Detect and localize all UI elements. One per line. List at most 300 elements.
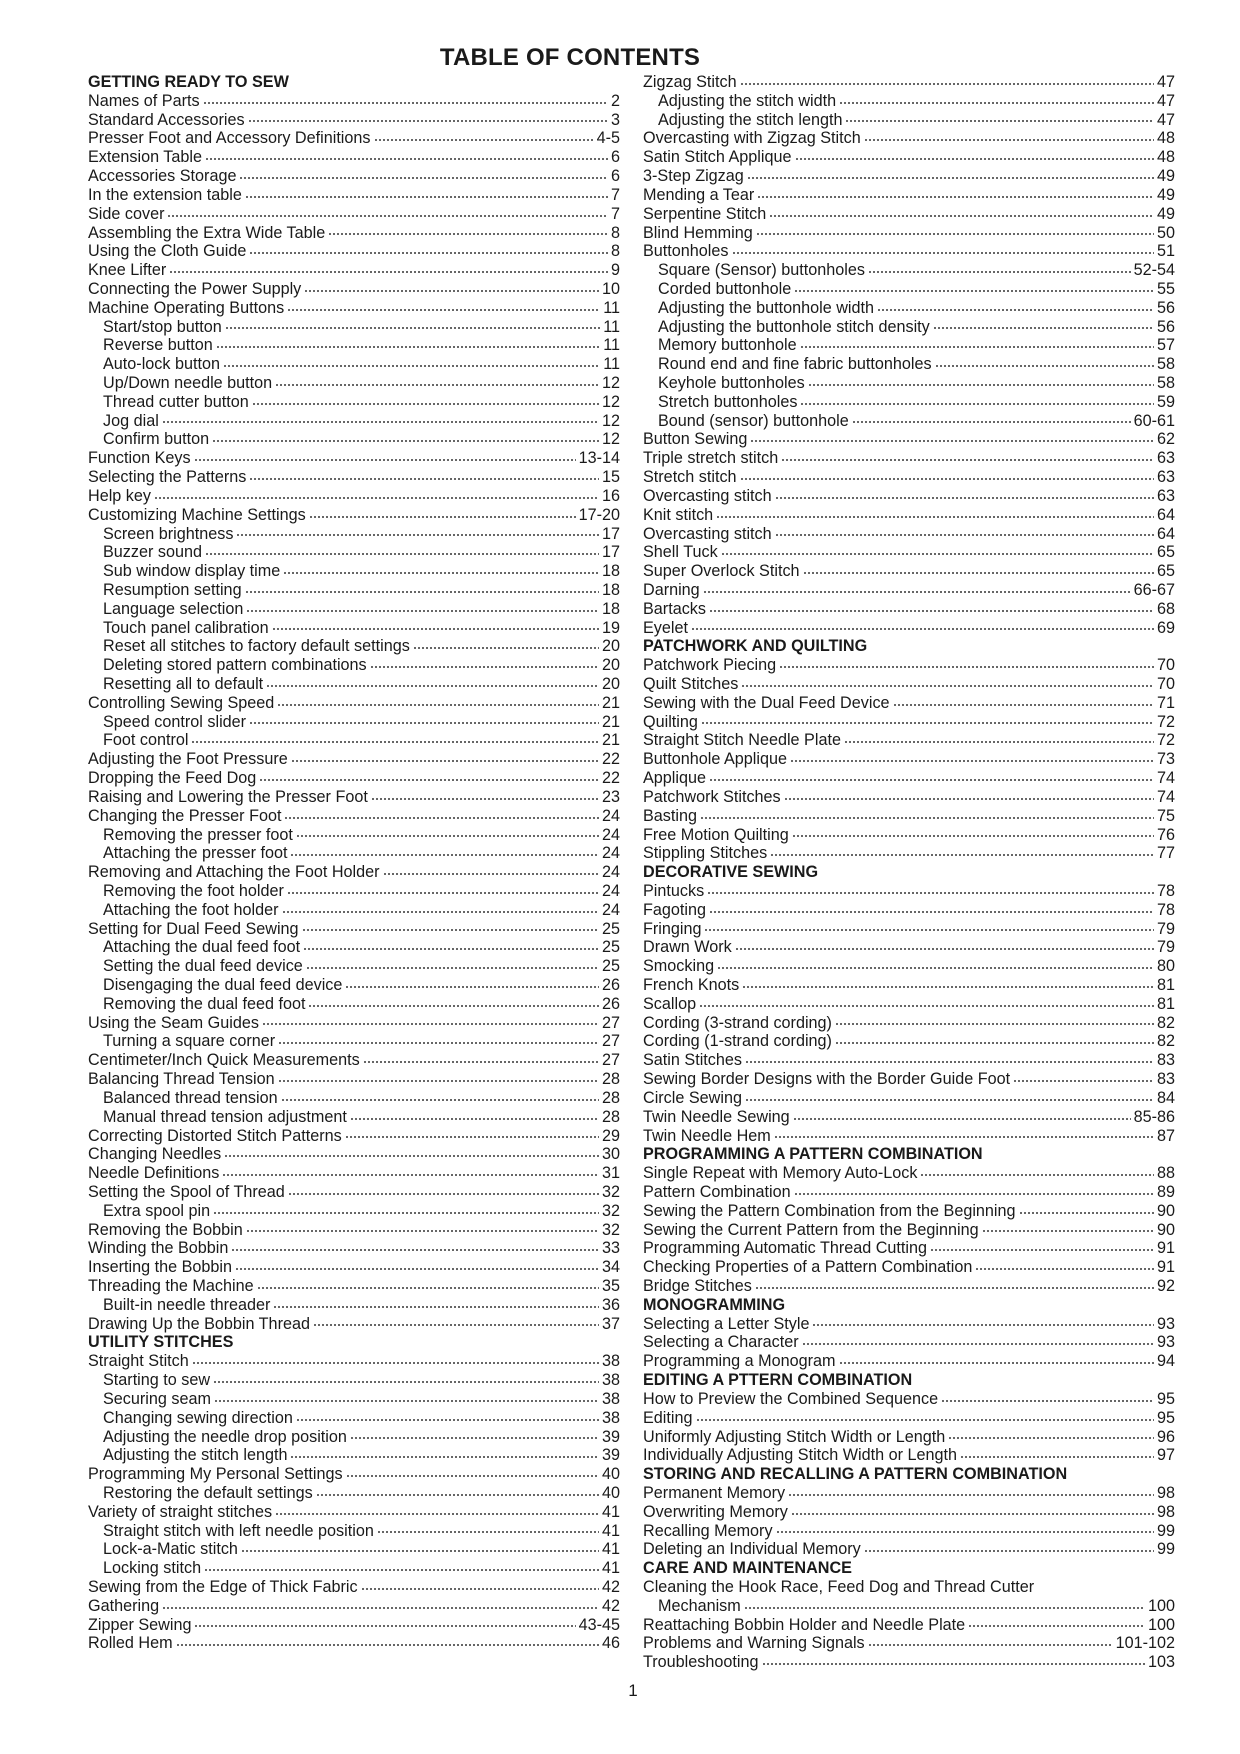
dot-leader	[241, 1548, 599, 1554]
entry-label: Mending a Tear	[643, 185, 755, 204]
dot-leader	[296, 1417, 599, 1423]
dot-leader	[262, 1021, 599, 1027]
entry-label: Scallop	[643, 994, 697, 1013]
entry-page-number: 52-54	[1133, 261, 1175, 280]
entry-label: Editing	[643, 1408, 693, 1427]
entry-page-number: 43-45	[578, 1615, 620, 1634]
entry-page-number: 8	[610, 223, 620, 242]
entry-page-number: 27	[601, 1032, 620, 1051]
entry-label: Adjusting the buttonhole stitch density	[658, 317, 930, 336]
entry-label: Resetting all to default	[103, 675, 264, 693]
entry-page-number: 87	[1156, 1126, 1175, 1145]
entry-page-number: 2	[610, 91, 620, 110]
dot-leader	[345, 984, 599, 990]
dot-leader	[413, 645, 599, 651]
entry-label: Setting for Dual Feed Sewing	[88, 919, 299, 938]
entry-label: Changing Needles	[88, 1145, 222, 1164]
section-heading-label: MONOGRAMMING	[643, 1295, 786, 1314]
entry-page-number: 49	[1156, 204, 1175, 223]
entry-label: Zigzag Stitch	[643, 73, 737, 91]
dot-leader	[236, 532, 599, 538]
toc-entry	[643, 1108, 1175, 1127]
toc-entry	[88, 600, 620, 619]
entry-label: Starting to sew	[103, 1371, 211, 1390]
toc-entry	[643, 1202, 1175, 1221]
entry-page-number: 50	[1156, 223, 1175, 242]
entry-page-number: 25	[601, 938, 620, 957]
entry-page-number: 11	[603, 317, 620, 336]
entry-page-number: 65	[1156, 543, 1175, 562]
dot-leader	[839, 100, 1154, 106]
dot-leader	[162, 419, 599, 425]
entry-label: Shell Tuck	[643, 543, 718, 562]
dot-leader	[246, 608, 599, 614]
dot-leader	[790, 758, 1154, 764]
entry-label: Cleaning the Hook Race, Feed Dog and Thread Cutter	[643, 1578, 1035, 1596]
entry-label: Twin Needle Sewing	[643, 1107, 790, 1126]
dot-leader	[277, 702, 599, 708]
dot-leader	[212, 438, 599, 444]
toc-entry	[643, 1221, 1175, 1240]
entry-label: Straight Stitch Needle Plate	[643, 731, 841, 750]
dot-leader	[803, 570, 1154, 576]
dot-leader	[968, 1623, 1145, 1629]
entry-label: Balanced thread tension	[103, 1088, 278, 1107]
entry-page-number: 96	[1156, 1427, 1175, 1446]
entry-label: Reattaching Bobbin Holder and Needle Plate	[643, 1615, 966, 1634]
entry-label: Removing the Bobbin	[88, 1220, 243, 1239]
entry-label: Raising and Lowering the Presser Foot	[88, 787, 368, 806]
entry-page-number: 49	[1156, 185, 1175, 204]
entry-label: Lock-a-Matic stitch	[103, 1540, 238, 1559]
entry-page-number: 10	[601, 279, 620, 298]
entry-page-number: 83	[1156, 1070, 1175, 1089]
entry-page-number: 31	[601, 1164, 620, 1183]
entry-page-number: 49	[1156, 167, 1175, 186]
entry-page-number: 71	[1156, 693, 1175, 712]
toc-entry	[88, 412, 620, 431]
entry-label: Memory buttonhole	[658, 336, 797, 355]
dot-leader	[309, 514, 576, 520]
toc-entry	[643, 167, 1175, 186]
entry-page-number: 91	[1156, 1258, 1175, 1277]
toc-entry	[643, 1014, 1175, 1033]
dot-leader	[249, 476, 599, 482]
dot-leader	[982, 1228, 1154, 1234]
entry-label: Attaching the dual feed foot	[103, 938, 301, 957]
toc-entry	[643, 1315, 1175, 1334]
entry-page-number: 25	[601, 957, 620, 976]
dot-leader	[303, 946, 599, 952]
dot-leader	[696, 1417, 1154, 1423]
dot-leader	[328, 231, 608, 237]
dot-leader	[691, 626, 1154, 632]
dot-leader	[802, 1341, 1154, 1347]
entry-page-number: 8	[610, 242, 620, 261]
entry-page-number: 20	[601, 637, 620, 656]
entry-label: Confirm button	[103, 430, 210, 449]
dot-leader	[275, 1511, 599, 1517]
toc-entry	[88, 769, 620, 788]
dot-leader	[249, 250, 608, 256]
entry-page-number: 40	[601, 1465, 620, 1484]
toc-entry	[88, 581, 620, 600]
dot-leader	[308, 1003, 599, 1009]
dot-leader	[756, 231, 1154, 237]
entry-page-number: 99	[1156, 1521, 1175, 1540]
entry-page-number: 41	[601, 1559, 620, 1578]
entry-page-number: 78	[1156, 881, 1175, 900]
dot-leader	[223, 363, 600, 369]
toc-entry	[88, 863, 620, 882]
dot-leader	[775, 532, 1154, 538]
dot-leader	[377, 1529, 599, 1535]
entry-label: Buttonhole Applique	[643, 750, 788, 769]
dot-leader	[162, 1605, 599, 1611]
toc-entry	[88, 487, 620, 506]
dot-leader	[363, 1059, 599, 1065]
entry-page-number: 12	[601, 411, 620, 430]
dot-leader	[750, 438, 1154, 444]
dot-leader	[222, 1172, 599, 1178]
toc-entry	[643, 506, 1175, 525]
toc-entry	[88, 1484, 620, 1503]
toc-entry	[643, 111, 1175, 130]
entry-label: Assembling the Extra Wide Table	[88, 223, 326, 242]
toc-entry	[88, 1559, 620, 1578]
entry-label: Start/stop button	[103, 317, 222, 336]
toc-entry	[643, 186, 1175, 205]
dot-leader	[224, 1153, 599, 1159]
dot-leader	[700, 815, 1154, 821]
page-number: 1	[628, 1681, 638, 1700]
entry-label: Basting	[643, 806, 697, 825]
dot-leader	[272, 626, 599, 632]
toc-entry	[88, 355, 620, 374]
entry-label: Circle Sewing	[643, 1088, 742, 1107]
toc-entry	[643, 1333, 1175, 1352]
entry-page-number: 26	[601, 976, 620, 994]
toc-section-heading	[88, 1333, 620, 1352]
dot-leader	[701, 720, 1154, 726]
entry-page-number: 81	[1156, 976, 1175, 994]
dot-leader	[278, 1078, 599, 1084]
dot-leader	[709, 777, 1154, 783]
entry-label: Changing sewing direction	[103, 1408, 293, 1427]
dot-leader	[374, 137, 594, 143]
toc-entry	[643, 1277, 1175, 1296]
toc-entry	[88, 1465, 620, 1484]
entry-page-number: 36	[601, 1295, 620, 1314]
entry-page-number: 21	[601, 712, 620, 731]
entry-page-number: 62	[1156, 430, 1175, 449]
entry-label: Screen brightness	[103, 524, 234, 543]
entry-page-number: 16	[601, 486, 620, 505]
toc-entry	[88, 280, 620, 299]
entry-page-number: 19	[601, 618, 620, 637]
entry-page-number: 38	[601, 1352, 620, 1371]
entry-page-number: 74	[1156, 787, 1175, 806]
dot-leader	[755, 1285, 1154, 1291]
toc-entry	[88, 393, 620, 412]
toc-entry	[88, 1409, 620, 1428]
entry-page-number: 48	[1156, 148, 1175, 167]
entry-page-number: 6	[610, 167, 620, 186]
section-heading-label: UTILITY STITCHES	[88, 1333, 234, 1352]
toc-entry	[88, 1371, 620, 1390]
dot-leader	[283, 570, 599, 576]
dot-leader	[169, 269, 608, 275]
toc-entry	[88, 1032, 620, 1051]
toc-entry	[643, 449, 1175, 468]
entry-page-number: 55	[1156, 279, 1175, 298]
dot-leader	[933, 325, 1154, 331]
dot-leader	[214, 1398, 599, 1404]
toc-entry	[643, 619, 1175, 638]
dot-leader	[920, 1172, 1154, 1178]
entry-page-number: 76	[1156, 825, 1175, 844]
entry-page-number: 80	[1156, 957, 1175, 976]
toc-section-heading	[643, 637, 1175, 656]
dot-leader	[1013, 1078, 1154, 1084]
toc-section-heading	[643, 1145, 1175, 1164]
toc-entry	[643, 336, 1175, 355]
toc-entry	[643, 280, 1175, 299]
toc-entry	[643, 901, 1175, 920]
entry-page-number: 27	[601, 1051, 620, 1070]
entry-page-number: 63	[1156, 449, 1175, 468]
dot-leader	[877, 307, 1154, 313]
toc-entry	[88, 826, 620, 845]
entry-page-number: 7	[610, 204, 620, 223]
entry-page-number: 4-5	[596, 129, 620, 148]
toc-left-column	[88, 73, 620, 1653]
toc-entry	[643, 675, 1175, 694]
toc-entry	[643, 750, 1175, 769]
toc-entry	[643, 957, 1175, 976]
entry-label: Sewing from the Edge of Thick Fabric	[88, 1578, 358, 1596]
dot-leader	[273, 1304, 599, 1310]
entry-label: Programming My Personal Settings	[88, 1465, 343, 1484]
entry-page-number: 90	[1156, 1201, 1175, 1220]
entry-page-number: 82	[1156, 1013, 1175, 1032]
entry-page-number: 22	[601, 769, 620, 788]
entry-page-number: 70	[1156, 656, 1175, 675]
entry-page-number: 13-14	[578, 449, 620, 468]
entry-page-number: 58	[1156, 355, 1175, 374]
toc-entry	[88, 506, 620, 525]
entry-label: Square (Sensor) buttonholes	[658, 261, 865, 280]
entry-label: Sewing with the Dual Feed Device	[643, 693, 890, 712]
dot-leader	[868, 1642, 1113, 1648]
entry-page-number: 11	[603, 298, 620, 317]
toc-entry	[88, 1108, 620, 1127]
entry-page-number: 58	[1156, 374, 1175, 392]
entry-label: Correcting Distorted Stitch Patterns	[88, 1126, 342, 1145]
dot-leader	[290, 1454, 599, 1460]
dot-leader	[779, 664, 1154, 670]
entry-label: Names of Parts	[88, 91, 200, 110]
dot-leader	[205, 156, 608, 162]
entry-label: Needle Definitions	[88, 1164, 220, 1183]
entry-label: Programming a Monogram	[643, 1352, 836, 1371]
entry-page-number: 66-67	[1133, 580, 1175, 599]
toc-entry	[643, 826, 1175, 845]
entry-page-number: 39	[601, 1427, 620, 1446]
toc-entry	[643, 1127, 1175, 1146]
dot-leader	[1019, 1210, 1154, 1216]
toc-entry	[88, 656, 620, 675]
entry-label: Speed control slider	[103, 712, 247, 731]
entry-page-number: 63	[1156, 468, 1175, 487]
entry-label: Fringing	[643, 919, 702, 938]
toc-entry	[88, 731, 620, 750]
toc-section-heading	[643, 1465, 1175, 1484]
entry-label: Built-in needle threader	[103, 1295, 271, 1314]
entry-page-number: 93	[1156, 1333, 1175, 1352]
entry-label: Using the Seam Guides	[88, 1013, 259, 1032]
entry-label: Winding the Bobbin	[88, 1239, 229, 1258]
entry-page-number: 34	[601, 1258, 620, 1277]
dot-leader	[732, 250, 1154, 256]
entry-label: Selecting a Letter Style	[643, 1314, 810, 1333]
dot-leader	[762, 1661, 1145, 1667]
dot-leader	[930, 1247, 1154, 1253]
toc-entry	[88, 1578, 620, 1597]
entry-page-number: 23	[601, 787, 620, 806]
entry-label: Knee Lifter	[88, 261, 167, 280]
toc-entry	[88, 1446, 620, 1465]
entry-label: Round end and fine fabric buttonholes	[658, 355, 932, 374]
toc-entry	[88, 1540, 620, 1559]
entry-label: Help key	[88, 486, 151, 505]
toc-entry	[88, 1277, 620, 1296]
dot-leader	[948, 1435, 1154, 1441]
entry-label: Using the Cloth Guide	[88, 242, 247, 261]
dot-leader	[740, 81, 1154, 87]
toc-entry	[643, 1634, 1175, 1653]
entry-label: Attaching the foot holder	[103, 900, 279, 919]
entry-page-number: 28	[601, 1070, 620, 1089]
entry-page-number: 22	[601, 750, 620, 769]
entry-label: Auto-lock button	[103, 355, 220, 374]
toc-entry	[88, 224, 620, 243]
toc-entry	[88, 957, 620, 976]
page-title: TABLE OF CONTENTS	[439, 44, 701, 71]
dot-leader	[745, 1097, 1154, 1103]
entry-page-number: 38	[601, 1371, 620, 1390]
entry-page-number: 47	[1156, 73, 1175, 91]
toc-entry	[643, 1446, 1175, 1465]
toc-entry	[643, 1164, 1175, 1183]
dot-leader	[304, 288, 599, 294]
toc-entry	[643, 205, 1175, 224]
entry-label: Gathering	[88, 1596, 160, 1615]
toc-entry	[643, 807, 1175, 826]
entry-label: French Knots	[643, 976, 740, 994]
entry-page-number: 12	[601, 392, 620, 411]
entry-label: Straight stitch with left needle position	[103, 1521, 374, 1540]
toc-entry	[88, 920, 620, 939]
entry-page-number: 9	[610, 261, 620, 280]
entry-label: Applique	[643, 769, 707, 788]
entry-page-number: 41	[601, 1540, 620, 1559]
dot-leader	[747, 175, 1154, 181]
entry-page-number: 17	[601, 543, 620, 562]
entry-label: Eyelet	[643, 618, 688, 637]
entry-page-number: 79	[1156, 938, 1175, 957]
toc-entry	[643, 468, 1175, 487]
entry-page-number: 56	[1156, 317, 1175, 336]
toc-entry	[643, 1239, 1175, 1258]
dot-leader	[248, 118, 608, 124]
dot-leader	[800, 401, 1154, 407]
dot-leader	[275, 382, 599, 388]
toc-entry	[88, 525, 620, 544]
entry-page-number: 30	[601, 1145, 620, 1164]
entry-label: Twin Needle Hem	[643, 1126, 771, 1145]
entry-label: Machine Operating Buttons	[88, 298, 285, 317]
dot-leader	[704, 927, 1154, 933]
entry-label: Setting the Spool of Thread	[88, 1182, 285, 1201]
toc-entry	[643, 318, 1175, 337]
entry-label: Reset all stitches to factory default settings	[103, 637, 410, 656]
dot-leader	[306, 965, 599, 971]
dot-leader	[769, 213, 1154, 219]
entry-page-number: 18	[601, 580, 620, 599]
toc-entry	[88, 336, 620, 355]
dot-leader	[281, 1097, 599, 1103]
toc-entry	[643, 920, 1175, 939]
toc-entry	[88, 637, 620, 656]
dot-leader	[800, 344, 1154, 350]
entry-page-number: 21	[601, 693, 620, 712]
entry-label: Uniformly Adjusting Stitch Width or Length	[643, 1427, 946, 1446]
dot-leader	[716, 514, 1154, 520]
toc-entry	[643, 430, 1175, 449]
toc-entry	[88, 1296, 620, 1315]
dot-leader	[302, 927, 599, 933]
toc-entry	[643, 1089, 1175, 1108]
entry-page-number: 18	[601, 599, 620, 618]
entry-label: Troubleshooting	[643, 1653, 759, 1672]
toc-entry	[88, 430, 620, 449]
dot-leader	[793, 1116, 1131, 1122]
entry-label: Inserting the Bobbin	[88, 1258, 232, 1277]
entry-label: Setting the dual feed device	[103, 957, 303, 976]
entry-page-number: 56	[1156, 298, 1175, 317]
toc-entry	[643, 92, 1175, 111]
entry-label: Accessories Storage	[88, 167, 237, 186]
toc-entry	[643, 581, 1175, 600]
dot-leader	[288, 1191, 599, 1197]
toc-entry	[88, 1503, 620, 1522]
entry-label: Super Overlock Stitch	[643, 562, 800, 581]
entry-label: Presser Foot and Accessory Definitions	[88, 129, 371, 148]
entry-label: Drawing Up the Bobbin Thread	[88, 1314, 310, 1333]
entry-page-number: 46	[601, 1634, 620, 1653]
dot-leader	[935, 363, 1154, 369]
dot-leader	[316, 1492, 599, 1498]
toc-entry	[88, 619, 620, 638]
entry-page-number: 20	[601, 656, 620, 675]
dot-leader	[291, 758, 599, 764]
dot-leader	[794, 1191, 1154, 1197]
entry-label: Quilt Stitches	[643, 675, 739, 693]
entry-label: Manual thread tension adjustment	[103, 1107, 347, 1126]
dot-leader	[371, 796, 599, 802]
dot-leader	[709, 909, 1154, 915]
